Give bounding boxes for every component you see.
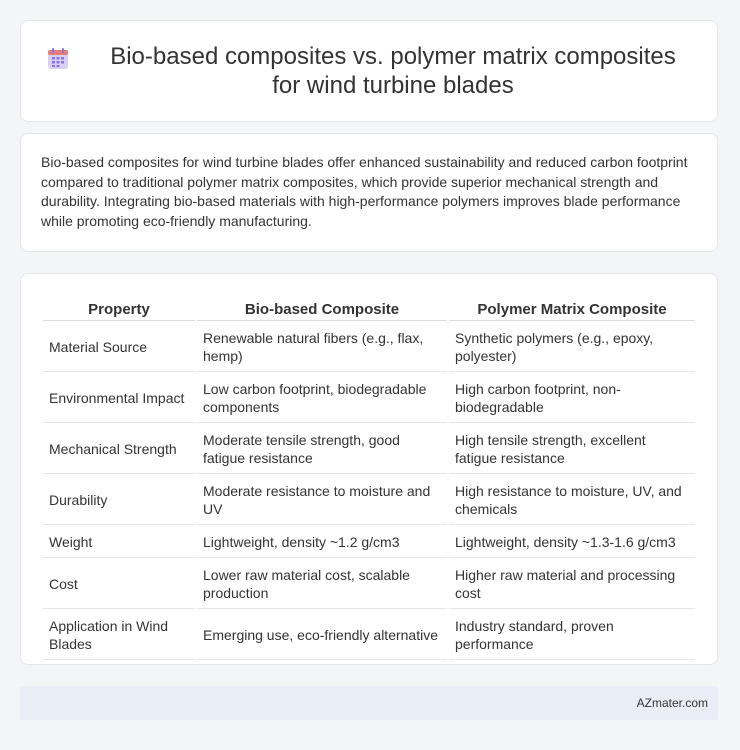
row-bio-value: Emerging use, eco-friendly alternative	[197, 611, 447, 660]
row-bio-value: Moderate tensile strength, good fatigue resistance	[197, 425, 447, 474]
footer-bar	[20, 686, 718, 720]
row-property: Mechanical Strength	[43, 425, 195, 474]
table-row	[43, 476, 695, 525]
row-polymer-value: High resistance to moisture, UV, and chemicals	[449, 476, 695, 525]
table-row	[43, 560, 695, 609]
comparison-card	[20, 273, 718, 665]
summary-card	[20, 133, 718, 252]
row-polymer-value: Higher raw material and processing cost	[449, 560, 695, 609]
row-bio-value: Lower raw material cost, scalable production	[197, 560, 447, 609]
row-bio-value: Renewable natural fibers (e.g., flax, hemp)	[197, 323, 447, 372]
row-polymer-value: Industry standard, proven performance	[449, 611, 695, 660]
table-header-row	[43, 296, 695, 321]
row-polymer-value: High tensile strength, excellent fatigue resistance	[449, 425, 695, 474]
title-row	[45, 42, 693, 100]
calendar-icon	[45, 46, 71, 72]
row-polymer-value: High carbon footprint, non-biodegradable	[449, 374, 695, 423]
table-row	[43, 374, 695, 423]
row-polymer-value: Lightweight, density ~1.3-1.6 g/cm3	[449, 527, 695, 558]
row-property: Material Source	[43, 323, 195, 372]
footer-site-link[interactable]: AZmater.com	[636, 696, 708, 710]
table-row	[43, 527, 695, 558]
title-card	[20, 20, 718, 122]
header-bio-based: Bio-based Composite	[197, 296, 447, 321]
row-property: Cost	[43, 560, 195, 609]
row-bio-value: Moderate resistance to moisture and UV	[197, 476, 447, 525]
table-row	[43, 611, 695, 660]
row-bio-value: Low carbon footprint, biodegradable components	[197, 374, 447, 423]
table-row	[43, 425, 695, 474]
row-property: Durability	[43, 476, 195, 525]
row-property: Application in Wind Blades	[43, 611, 195, 660]
summary-text: Bio-based composites for wind turbine blades offer enhanced sustainability and reduced carbon footprint compared to traditional polymer matrix composites, which provide superior mechanical strength and durability. Integrating bio-based materials with high-performance polymers improves blade performance while promoting eco-friendly manufacturing.	[41, 154, 688, 229]
row-property: Environmental Impact	[43, 374, 195, 423]
comparison-table	[41, 294, 697, 662]
row-property: Weight	[43, 527, 195, 558]
page-title: Bio-based composites vs. polymer matrix composites for wind turbine blades	[110, 43, 676, 99]
header-polymer-matrix: Polymer Matrix Composite	[449, 296, 695, 321]
table-row	[43, 323, 695, 372]
header-property: Property	[43, 296, 195, 321]
row-bio-value: Lightweight, density ~1.2 g/cm3	[197, 527, 447, 558]
row-polymer-value: Synthetic polymers (e.g., epoxy, polyester)	[449, 323, 695, 372]
